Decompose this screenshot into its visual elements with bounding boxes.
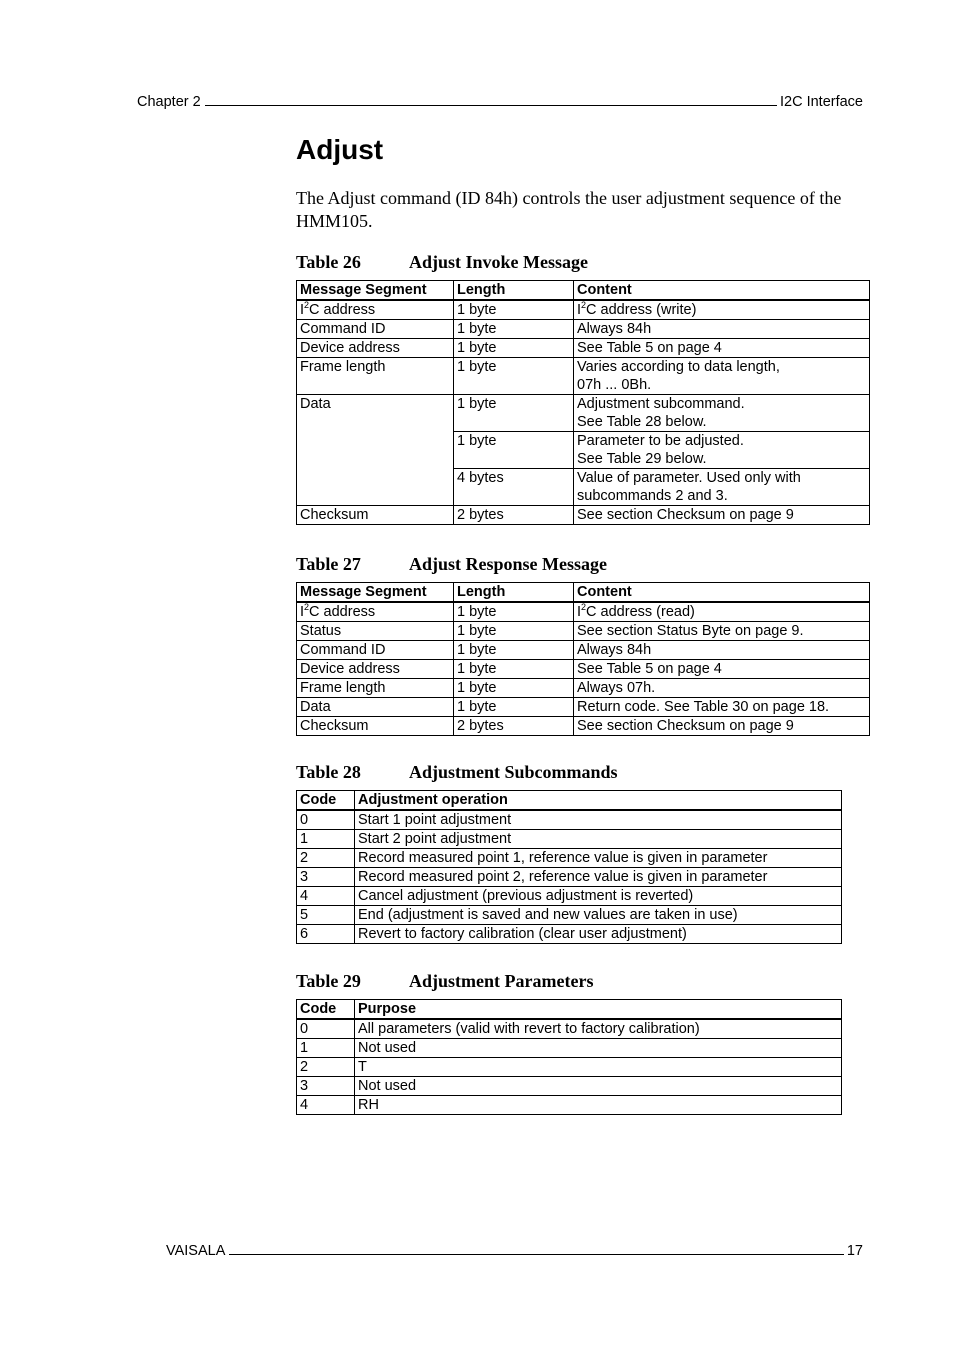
table-cell: 1 byte bbox=[454, 320, 574, 339]
table-row bbox=[297, 622, 870, 641]
cell-text: C address bbox=[309, 604, 376, 620]
column-header: Length bbox=[454, 281, 574, 301]
table-header-row bbox=[297, 791, 842, 811]
table-header-row bbox=[297, 583, 870, 603]
table-row bbox=[297, 887, 842, 906]
table-cell: Command ID bbox=[297, 320, 454, 339]
table-cell: RH bbox=[355, 1096, 842, 1115]
table-row bbox=[297, 830, 842, 849]
table-cell: 1 byte bbox=[454, 432, 574, 469]
cell-text: I bbox=[577, 604, 582, 620]
table-cell: See section Status Byte on page 9. bbox=[574, 622, 870, 641]
table-cell: 1 byte bbox=[454, 679, 574, 698]
superscript: 2 bbox=[581, 300, 587, 310]
column-header: Code bbox=[297, 1000, 355, 1020]
table-row bbox=[297, 849, 842, 868]
table-cell: Checksum bbox=[297, 506, 454, 525]
table-cell: Parameter to be adjusted. See Table 29 below. bbox=[574, 432, 870, 469]
table-row bbox=[297, 717, 870, 736]
cell-text: I bbox=[577, 302, 582, 318]
table-29-title: Adjustment Parameters bbox=[409, 971, 594, 991]
footer-rule bbox=[229, 1254, 843, 1255]
column-header: Length bbox=[454, 583, 574, 603]
table-cell: 5 bbox=[297, 906, 355, 925]
table-cell: 2 bbox=[297, 1058, 355, 1077]
column-header: Content bbox=[574, 583, 870, 603]
table-cell: See section Checksum on page 9 bbox=[574, 506, 870, 525]
table-cell: Cancel adjustment (previous adjustment is reverted) bbox=[355, 887, 842, 906]
table-cell: 1 bbox=[297, 1039, 355, 1058]
table-cell: Data bbox=[297, 395, 454, 506]
table-26-number: Table 26 bbox=[296, 252, 361, 272]
header-section: I2C Interface bbox=[779, 94, 863, 110]
table-cell: 2 bytes bbox=[454, 506, 574, 525]
table-cell bbox=[297, 300, 454, 320]
table-cell: Status bbox=[297, 622, 454, 641]
table-cell: Return code. See Table 30 on page 18. bbox=[574, 698, 870, 717]
table-cell: Device address bbox=[297, 339, 454, 358]
table-cell: 1 byte bbox=[454, 602, 574, 622]
table-27-title: Adjust Response Message bbox=[409, 554, 607, 574]
header-chapter: Chapter 2 bbox=[137, 94, 201, 110]
table-28 bbox=[296, 790, 842, 944]
table-row bbox=[297, 1058, 842, 1077]
table-cell: Always 07h. bbox=[574, 679, 870, 698]
table-cell: Device address bbox=[297, 660, 454, 679]
table-26-caption bbox=[296, 252, 588, 273]
table-cell: Always 84h bbox=[574, 641, 870, 660]
table-26-title: Adjust Invoke Message bbox=[409, 252, 589, 272]
table-cell: Always 84h bbox=[574, 320, 870, 339]
page-number: 17 bbox=[846, 1243, 863, 1259]
table-cell: Data bbox=[297, 698, 454, 717]
cell-text: I bbox=[300, 302, 305, 318]
table-row bbox=[297, 925, 842, 944]
table-cell: T bbox=[355, 1058, 842, 1077]
table-row bbox=[297, 300, 870, 320]
table-cell: 3 bbox=[297, 868, 355, 887]
table-cell: Frame length bbox=[297, 358, 454, 395]
table-row bbox=[297, 1039, 842, 1058]
table-cell: Start 2 point adjustment bbox=[355, 830, 842, 849]
cell-text: I bbox=[300, 604, 305, 620]
cell-text: C address (write) bbox=[586, 302, 697, 318]
table-cell bbox=[297, 602, 454, 622]
table-cell: Start 1 point adjustment bbox=[355, 810, 842, 830]
table-cell: 1 byte bbox=[454, 358, 574, 395]
table-row bbox=[297, 1019, 842, 1039]
table-cell: See Table 5 on page 4 bbox=[574, 339, 870, 358]
table-row bbox=[297, 660, 870, 679]
column-header: Adjustment operation bbox=[355, 791, 842, 811]
table-29 bbox=[296, 999, 842, 1115]
table-cell: 6 bbox=[297, 925, 355, 944]
table-cell: Varies according to data length, 07h ... 0Bh. bbox=[574, 358, 870, 395]
table-cell: 1 bbox=[297, 830, 355, 849]
table-row bbox=[297, 320, 870, 339]
table-cell: 1 byte bbox=[454, 300, 574, 320]
table-cell: 1 byte bbox=[454, 698, 574, 717]
table-cell: All parameters (valid with revert to factory calibration) bbox=[355, 1019, 842, 1039]
table-cell bbox=[574, 602, 870, 622]
superscript: 2 bbox=[304, 602, 310, 612]
table-row bbox=[297, 868, 842, 887]
table-28-number: Table 28 bbox=[296, 762, 361, 782]
header-rule bbox=[205, 105, 777, 106]
table-cell: End (adjustment is saved and new values are taken in use) bbox=[355, 906, 842, 925]
table-28-title: Adjustment Subcommands bbox=[409, 762, 618, 782]
table-cell: 1 byte bbox=[454, 339, 574, 358]
column-header: Purpose bbox=[355, 1000, 842, 1020]
table-cell: Not used bbox=[355, 1077, 842, 1096]
table-cell: 4 bbox=[297, 1096, 355, 1115]
table-cell: 1 byte bbox=[454, 395, 574, 432]
table-cell: 2 bytes bbox=[454, 717, 574, 736]
table-cell bbox=[574, 300, 870, 320]
table-row bbox=[297, 339, 870, 358]
table-cell: 1 byte bbox=[454, 660, 574, 679]
table-cell: 4 bytes bbox=[454, 469, 574, 506]
column-header: Content bbox=[574, 281, 870, 301]
table-row bbox=[297, 395, 870, 432]
table-27-number: Table 27 bbox=[296, 554, 361, 574]
table-header-row bbox=[297, 1000, 842, 1020]
table-cell: 1 byte bbox=[454, 641, 574, 660]
table-row bbox=[297, 810, 842, 830]
table-header-row bbox=[297, 281, 870, 301]
table-row bbox=[297, 358, 870, 395]
column-header: Message Segment bbox=[297, 281, 454, 301]
table-cell: 1 byte bbox=[454, 622, 574, 641]
table-cell: 0 bbox=[297, 1019, 355, 1039]
superscript: 2 bbox=[304, 300, 310, 310]
table-cell: Not used bbox=[355, 1039, 842, 1058]
table-cell: Checksum bbox=[297, 717, 454, 736]
table-row bbox=[297, 1077, 842, 1096]
table-cell: See section Checksum on page 9 bbox=[574, 717, 870, 736]
running-header bbox=[137, 90, 863, 110]
table-cell: Revert to factory calibration (clear user adjustment) bbox=[355, 925, 842, 944]
cell-text: C address (read) bbox=[586, 604, 695, 620]
table-cell: 2 bbox=[297, 849, 355, 868]
table-cell: Adjustment subcommand. See Table 28 below. bbox=[574, 395, 870, 432]
cell-text: C address bbox=[309, 302, 376, 318]
footer-publisher: VAISALA bbox=[166, 1243, 226, 1259]
table-26 bbox=[296, 280, 870, 525]
table-cell: Record measured point 1, reference value is given in parameter bbox=[355, 849, 842, 868]
table-cell: 4 bbox=[297, 887, 355, 906]
table-29-number: Table 29 bbox=[296, 971, 361, 991]
column-header: Code bbox=[297, 791, 355, 811]
table-cell: See Table 5 on page 4 bbox=[574, 660, 870, 679]
table-cell: Frame length bbox=[297, 679, 454, 698]
table-29-caption bbox=[296, 971, 593, 992]
table-cell: Command ID bbox=[297, 641, 454, 660]
table-row bbox=[297, 641, 870, 660]
table-row bbox=[297, 602, 870, 622]
table-cell: Value of parameter. Used only with subcommands 2 and 3. bbox=[574, 469, 870, 506]
section-intro: The Adjust command (ID 84h) controls the user adjustment sequence of the HMM105. bbox=[296, 188, 842, 231]
table-row bbox=[297, 698, 870, 717]
table-row bbox=[297, 906, 842, 925]
running-footer bbox=[166, 1239, 863, 1259]
table-row bbox=[297, 506, 870, 525]
table-row bbox=[297, 1096, 842, 1115]
table-27 bbox=[296, 582, 870, 736]
table-28-caption bbox=[296, 762, 618, 783]
column-header: Message Segment bbox=[297, 583, 454, 603]
superscript: 2 bbox=[581, 602, 587, 612]
table-27-caption bbox=[296, 554, 607, 575]
table-cell: 3 bbox=[297, 1077, 355, 1096]
table-row bbox=[297, 679, 870, 698]
table-cell: 0 bbox=[297, 810, 355, 830]
section-title: Adjust bbox=[296, 134, 384, 165]
table-cell: Record measured point 2, reference value is given in parameter bbox=[355, 868, 842, 887]
